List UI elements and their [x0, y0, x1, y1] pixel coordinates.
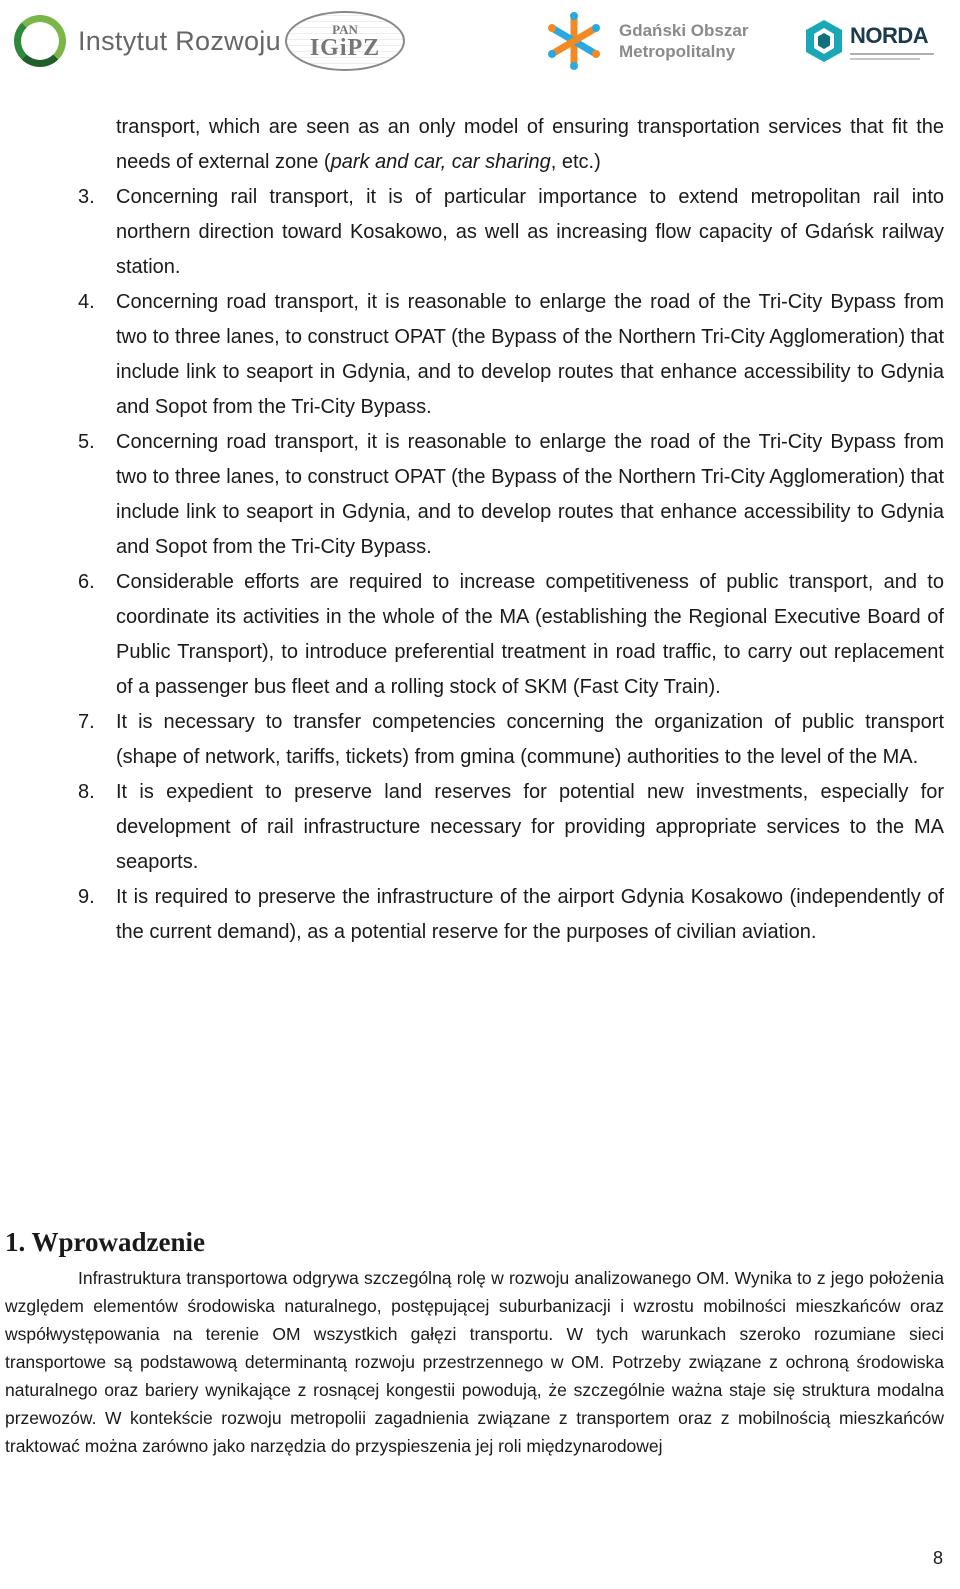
list-item: 8. It is expedient to preserve land reserves for potential new investments, especially for development of rail infrastructure necessary for providing appropriate services to the MA seaports. — [78, 781, 944, 873]
list-item-continuation: transport, which are seen as an only model of ensuring transportation services that fit the needs of external zone (park and car, car sharing, etc.) — [116, 116, 944, 173]
list-item: 5. Concerning road transport, it is reasonable to enlarge the road of the Tri-City Bypass from two to three lanes, to construct OPAT (the Bypass of the Northern Tri-City Agglomeration) that include link to seaport in Gdynia, and to develop routes that enhance accessibility to Gdynia and Sopot from the Tri-City Bypass. — [78, 431, 944, 558]
list-item: 4. Concerning road transport, it is reasonable to enlarge the road of the Tri-City Bypass from two to three lanes, to construct OPAT (the Bypass of the Northern Tri-City Agglomeration) that include link to seaport in Gdynia, and to develop routes that enhance accessibility to Gdynia and Sopot from the Tri-City Bypass. — [78, 291, 944, 418]
norda-logo: NORDA — [804, 8, 944, 74]
section-heading: 1. Wprowadzenie — [5, 1227, 206, 1257]
pan-igipz-logo — [285, 8, 405, 74]
recommendations-list — [0, 110, 960, 950]
list-item: 3. Concerning rail transport, it is of particular importance to extend metropolitan rail into northern direction toward Kosakowo, as well as increasing flow capacity of Gdańsk railway station. — [78, 186, 944, 278]
page-number: 8 — [932, 1548, 943, 1568]
list-item: 6. Considerable efforts are required to increase competitiveness of public transport, and to coordinate its activities in the whole of the MA (establishing the Regional Executive Board of Public Transport), to introduce preferential treatment in road traffic, to carry out replacement of a passenger bus fleet and a rolling stock of SKM (Fast City Train). — [78, 571, 944, 698]
list-item: 9. It is required to preserve the infrastructure of the airport Gdynia Kosakowo (independently of the current demand), as a potential reserve for the purposes of civilian aviation. — [78, 886, 944, 943]
section-paragraph: Infrastruktura transportowa odgrywa szczególną rolę w rozwoju analizowanego OM. Wynika to z jego położenia względem elementów środowiska naturalnego, postępującej suburbanizacji i wzrostu mobilności mieszkańców oraz współwystępowania na terenie OM wszystkich gałęzi transportu. W tych warunkach szeroko rozumiane sieci transportowe są podstawową determinantą rozwoju przestrzennego w OM. Potrzeby związane z ochroną środowiska naturalnego oraz bariery wynikające z rosnącej kongestii powodują, że szczególnie ważna staje się struktura modalna przewozów. W kontekście rozwoju metropolii zagadnienia związane z transportem oraz z mobilnością mieszkańców traktować można zarówno jako narzędzia do przyspieszenia jej roli międzynarodowej — [5, 1268, 944, 1456]
seal-icon: PAN IGiPZ — [285, 11, 405, 71]
snowflake-icon — [543, 10, 605, 72]
instytut-rozwoju-logo: Instytut Rozwoju — [14, 8, 264, 74]
hexagon-icon — [804, 18, 844, 64]
list-item: 7. It is necessary to transfer competencies concerning the organization of public transport (shape of network, tariffs, tickets) from gmina (commune) authorities to the level of the MA. — [78, 711, 944, 768]
gdanski-obszar-metropolitalny-logo: Gdański Obszar Metropolitalny — [543, 8, 758, 74]
page-header — [0, 0, 960, 85]
ring-icon — [14, 15, 66, 67]
